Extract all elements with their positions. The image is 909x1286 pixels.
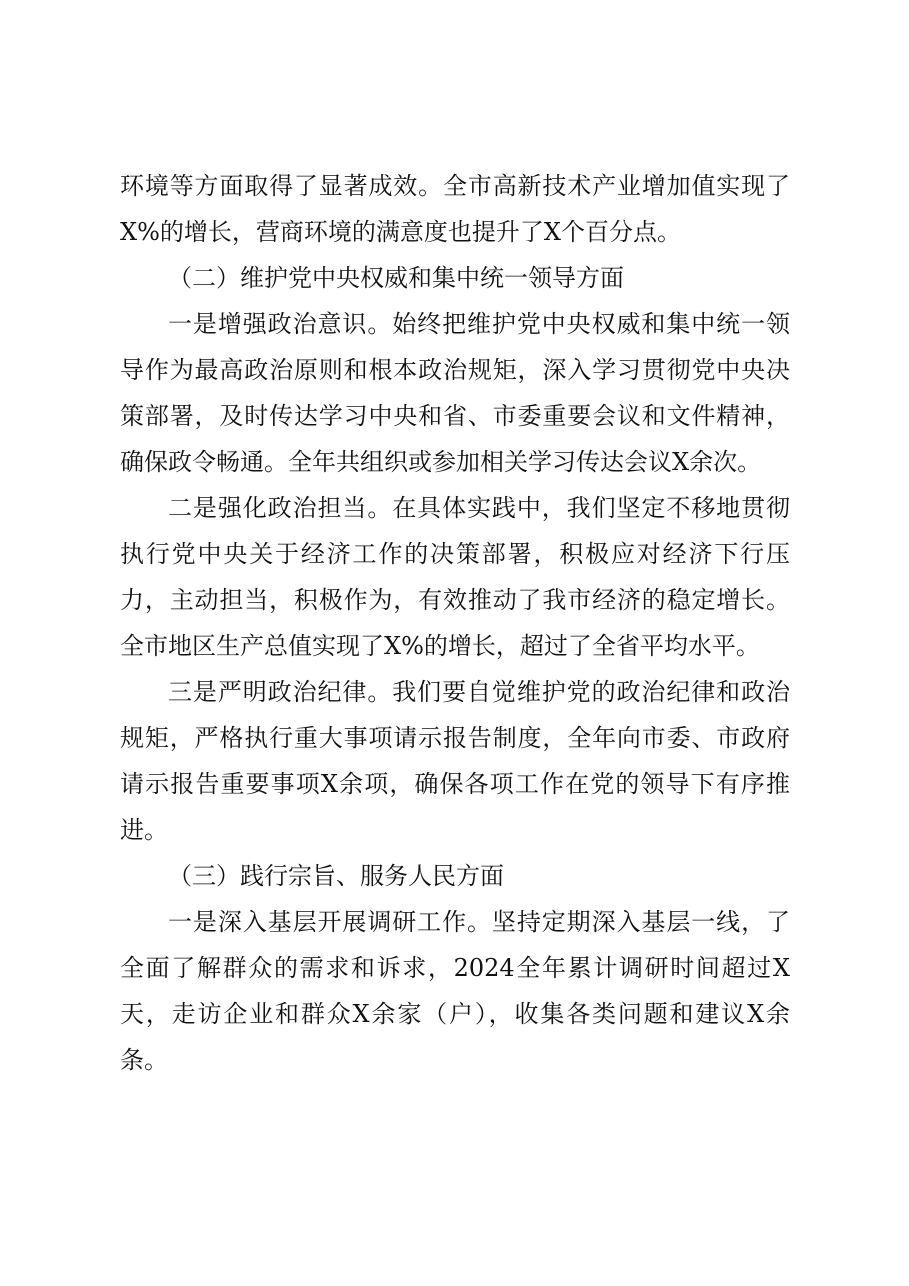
paragraph-political-awareness: 一是增强政治意识。始终把维护党中央权威和集中统一领导作为最高政治原则和根本政治规矩，深入学习贯彻党中央决策部署，及时传达学习中央和省、市委重要会议和文件精神，确保政令畅通。全年共组织或参加相关学习传达会议X余次。 xyxy=(120,310,790,476)
document-body xyxy=(120,163,790,1083)
paragraph-continuation: 环境等方面取得了显著成效。全市高新技术产业增加值实现了X%的增长，营商环境的满意度也提升了X个百分点。 xyxy=(120,172,790,246)
section-heading-3: （三）践行宗旨、服务人民方面 xyxy=(168,862,504,890)
section-heading-2: （二）维护党中央权威和集中统一领导方面 xyxy=(168,264,624,292)
paragraph-political-discipline: 三是严明政治纪律。我们要自觉维护党的政治纪律和政治规矩，严格执行重大事项请示报告制度，全年向市委、市政府请示报告重要事项X余项，确保各项工作在党的领导下有序推进。 xyxy=(120,678,790,844)
paragraph-political-responsibility: 二是强化政治担当。在具体实践中，我们坚定不移地贯彻执行党中央关于经济工作的决策部署，积极应对经济下行压力，主动担当，积极作为，有效推动了我市经济的稳定增长。全市地区生产总值实现了X%的增长，超过了全省平均水平。 xyxy=(120,494,790,660)
paragraph-grassroots-research: 一是深入基层开展调研工作。坚持定期深入基层一线，了全面了解群众的需求和诉求，2024全年累计调研时间超过X天，走访企业和群众X余家（户），收集各类问题和建议X余条。 xyxy=(120,908,790,1074)
